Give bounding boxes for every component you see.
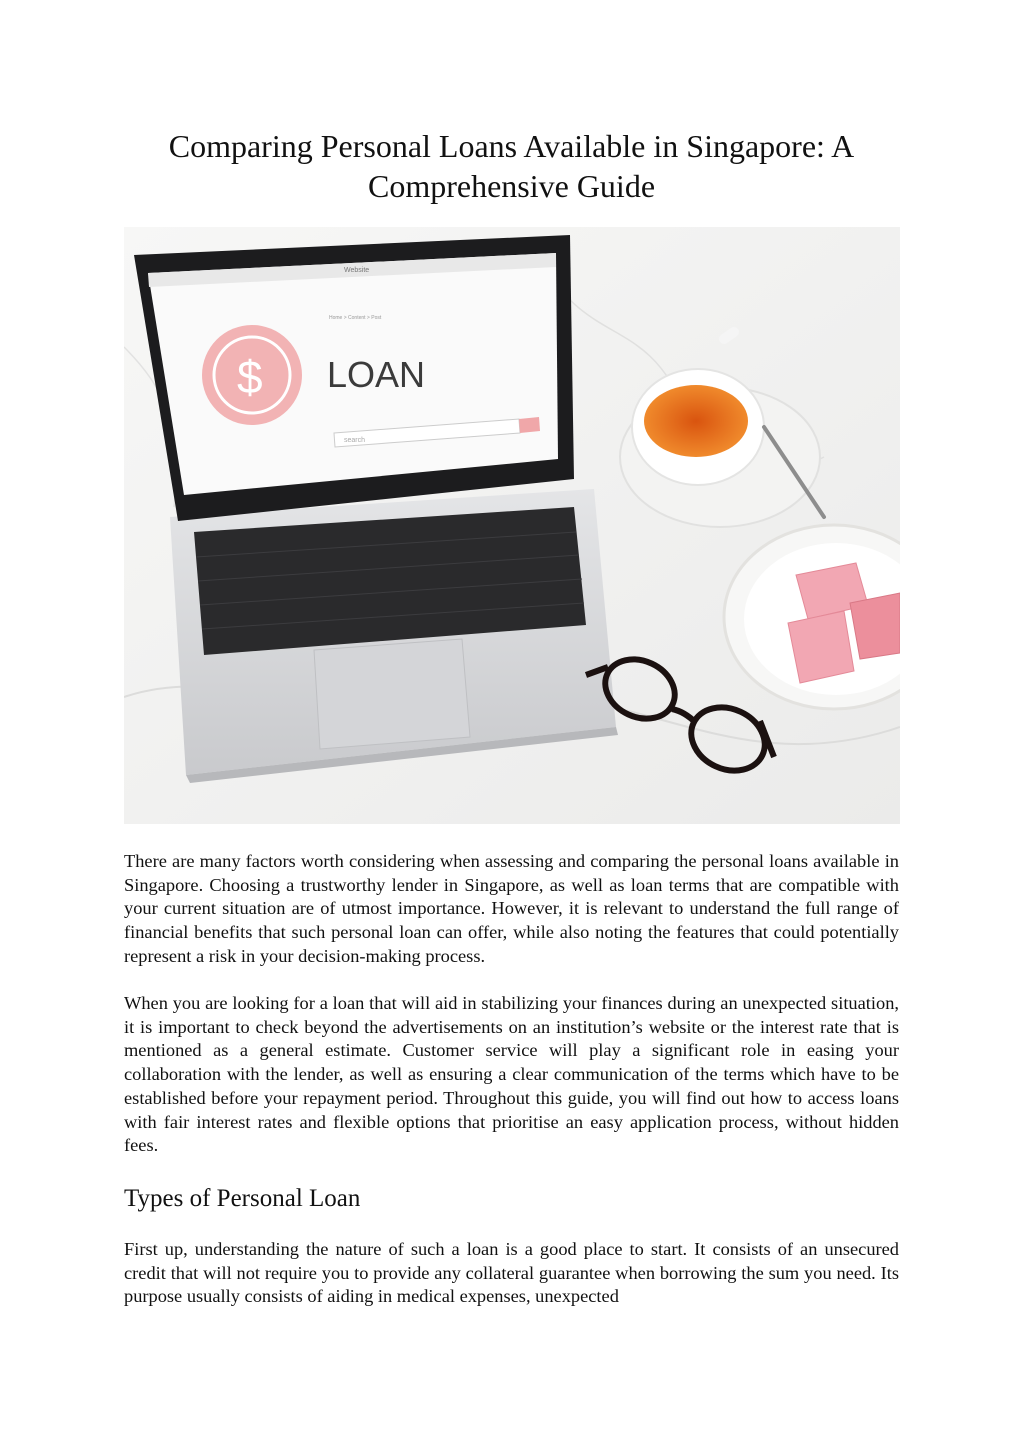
cake-piece bbox=[788, 611, 854, 683]
section-paragraph: First up, understanding the nature of such a loan is a good place to start. It consists of an unsecured credit that will not require you to provide any collateral guarantee when borrowing the sum you need. Its purpose usually consists of aiding in medical expenses, unexpected bbox=[124, 1239, 899, 1307]
screen-search-placeholder: search bbox=[344, 437, 366, 444]
page-title: Comparing Personal Loans Available in Singapore: A Comprehensive Guide bbox=[168, 128, 855, 204]
screen-breadcrumb: Home > Content > Post bbox=[329, 315, 382, 321]
intro-paragraph: There are many factors worth considering when assessing and comparing the personal loans available in Singapore. Choosing a trustworthy lender in Singapore, as well as loan terms that are compatible with your current situation are of utmost importance. However, it is relevant to understand the full range of financial benefits that such personal loan can offer, while also noting the features that could potentially represent a risk in your decision-making process. bbox=[124, 851, 899, 966]
screen-currency-symbol: $ bbox=[237, 351, 263, 403]
body-paragraph: When you are looking for a loan that will aid in stabilizing your finances during an unexpected situation, it is important to check beyond the advertisements on an institution’s website or the interest rate that is mentioned as a general estimate. Customer service will play a significant role in easing your collaboration with the lender, as well as ensuring a clear communication of the terms which have to be established before your repayment period. Throughout this guide, you will find out how to access loans with fair interest rates and flexible options that prioritise an easy application process, without hidden fees. bbox=[124, 993, 899, 1156]
trackpad bbox=[314, 639, 470, 749]
tea-liquid bbox=[644, 385, 748, 457]
section-heading: Types of Personal Loan bbox=[124, 1185, 361, 1212]
screen-header-text: Website bbox=[344, 267, 370, 274]
screen-headline: LOAN bbox=[327, 354, 426, 395]
laptop bbox=[134, 235, 618, 783]
hero-image bbox=[124, 227, 900, 824]
